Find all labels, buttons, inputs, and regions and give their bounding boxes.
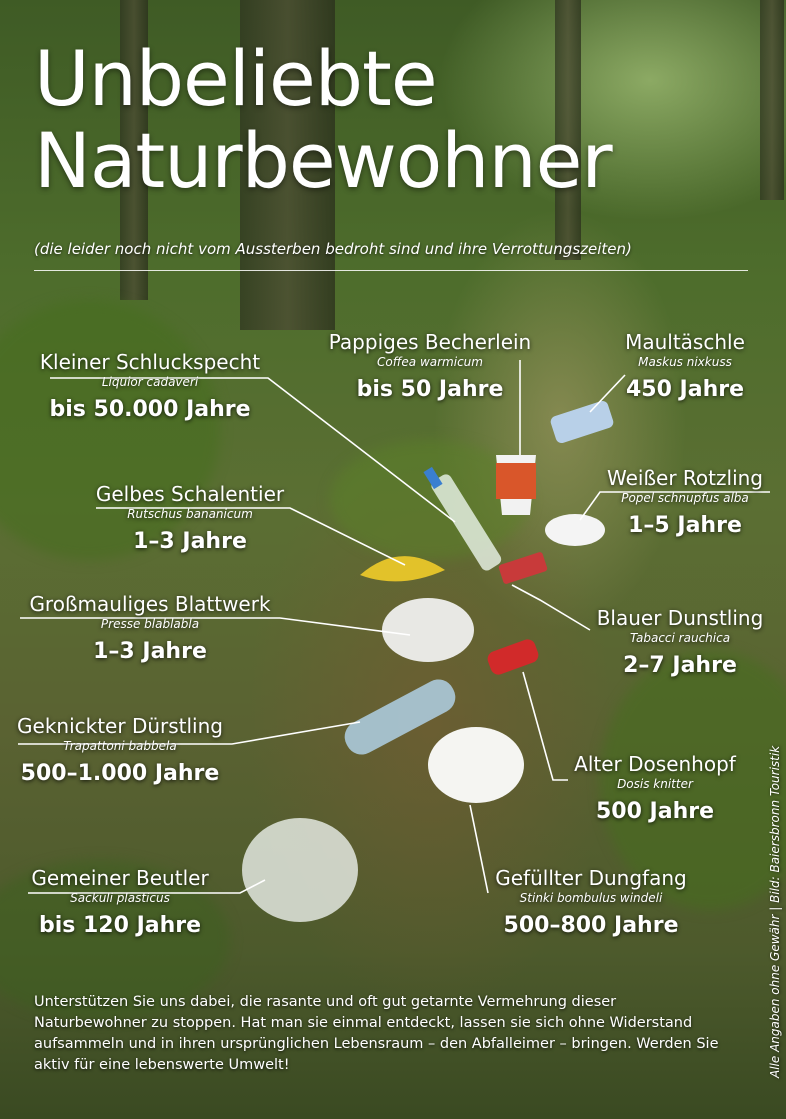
label-kleiner-schluckspecht [30, 350, 270, 426]
can-item [485, 637, 540, 677]
item-latin: Sackuli plasticus [70, 891, 170, 905]
label-gemeiner-beutler [20, 866, 220, 942]
plastic-bag-item [242, 818, 358, 922]
item-latin: Tabacci rauchica [629, 631, 731, 645]
image-credit: Alle Angaben ohne Gewähr | Bild: Baiersbronn Touristik [768, 745, 782, 1078]
item-name: Blauer Dunstling [596, 606, 764, 630]
item-duration: 1–3 Jahre [133, 529, 247, 554]
item-duration: 500 Jahre [595, 799, 715, 824]
newspaper-item [382, 598, 474, 662]
item-latin: Maskus nixkuss [638, 355, 732, 369]
divider [34, 270, 748, 271]
item-latin: Liquior cadaveri [101, 375, 199, 389]
label-geknickter-duerstling [0, 714, 240, 790]
item-latin: Dosis knitter [617, 777, 693, 791]
item-latin: Coffea warmicum [377, 355, 483, 369]
item-duration: 450 Jahre [625, 377, 745, 402]
item-duration: bis 50 Jahre [356, 377, 504, 402]
item-duration: bis 120 Jahre [38, 913, 202, 938]
label-blauer-dunstling [585, 606, 775, 682]
label-weisser-rotzling [590, 466, 780, 542]
diaper-item [428, 727, 524, 803]
item-name: Weißer Rotzling [606, 466, 763, 490]
face-mask-item [549, 399, 615, 444]
item-name: Großmauliges Blattwerk [29, 592, 271, 616]
item-name: Alter Dosenhopf [574, 752, 736, 776]
paper-cup-item [496, 455, 536, 515]
label-gefuellter-dungfang [480, 866, 702, 942]
label-alter-dosenhopf [560, 752, 750, 828]
item-name: Pappiges Becherlein [328, 330, 532, 354]
item-name: Geknickter Dürstling [17, 714, 223, 738]
item-latin: Presse blablabla [100, 617, 200, 631]
item-duration: 500–800 Jahre [503, 913, 679, 938]
item-name: Gefüllter Dungfang [495, 866, 687, 890]
banana-peel-item [360, 556, 445, 581]
glass-bottle-item [423, 467, 503, 573]
item-name: Kleiner Schluckspecht [39, 350, 261, 374]
leader-line [512, 585, 590, 630]
item-duration: bis 50.000 Jahre [49, 397, 251, 422]
label-grossmauliges-blattwerk [14, 592, 286, 668]
call-to-action-text: Unterstützen Sie uns dabei, die rasante und oft gut getarnte Vermehrung dieser Naturbewohner zu stoppen. Hat man sie einmal entdeckt, lassen sie sich ohne Widerstand aufsammeln und in ihren ursprünglichen Lebensraum – den Abfalleimer – bringen. Werden Sie aktiv für eine lebenswerte Umwelt! [34, 994, 719, 1073]
item-name: Maultäschle [625, 330, 745, 354]
poster-title [34, 34, 612, 205]
item-name: Gelbes Schalentier [95, 482, 285, 506]
subtitle: (die leider noch nicht vom Aussterben bedroht sind und ihre Verrottungszeiten) [34, 240, 632, 258]
item-duration: 1–5 Jahre [628, 513, 742, 538]
title-line-1: Unbeliebte [34, 34, 437, 123]
item-latin: Stinki bombulus windeli [519, 891, 663, 905]
item-latin: Rutschus bananicum [127, 507, 253, 521]
label-pappiges-becherlein [320, 330, 540, 406]
label-maultaeschle [610, 330, 760, 406]
title-line-2: Naturbewohner [34, 116, 612, 205]
cigarette-item [498, 551, 548, 584]
item-latin: Trapattoni babbela [63, 739, 177, 753]
item-duration: 500–1.000 Jahre [20, 761, 220, 786]
item-name: Gemeiner Beutler [31, 866, 209, 890]
item-latin: Popel schnupfus alba [621, 491, 749, 505]
item-duration: 1–3 Jahre [93, 639, 207, 664]
item-duration: 2–7 Jahre [623, 653, 737, 678]
label-gelbes-schalentier [80, 482, 300, 558]
